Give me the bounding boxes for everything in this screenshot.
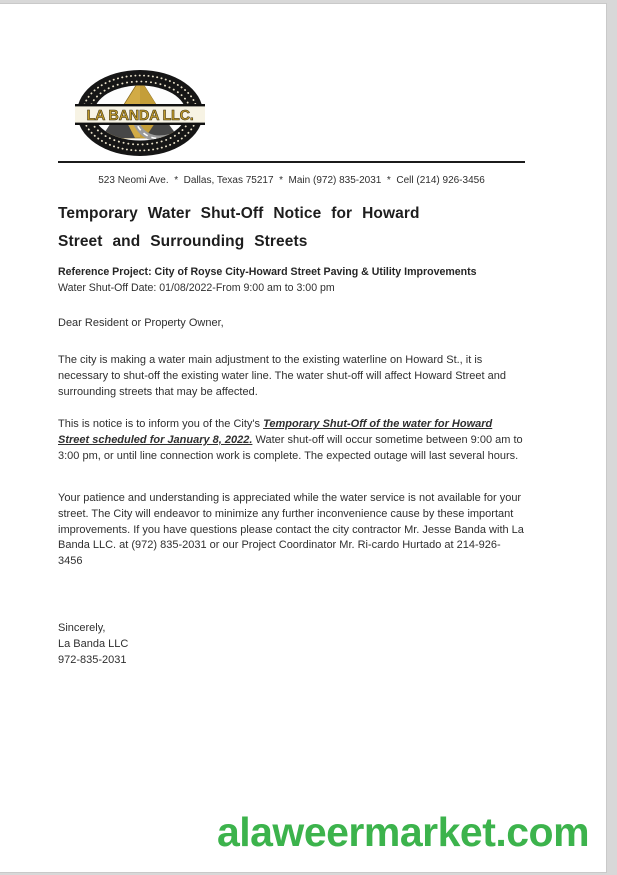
letter-title (58, 200, 525, 256)
paragraph-2-prefix: This is notice is to inform you of the City's (58, 418, 264, 430)
paragraph-3: Your patience and understanding is appreciated while the water service is not available for your street. The City will endeavor to minimize any further inconvenience cause by these important improvements. If you have questions please contact the city contractor Mr. Jesse Banda with La Banda LLC. at (972) 835-2031 or our Project Coordinator Mr. Ri-cardo Hurtado at 214-926-3456 (58, 492, 524, 568)
paragraph-2 (58, 417, 525, 464)
paragraph-1: The city is making a water main adjustment to the existing waterline on Howard St., it is necessary to shut-off the existing water line. The water shut-off will affect Howard Street and surrounding streets that may be affected. (58, 354, 506, 398)
letter-title-line2: Street and Surrounding Streets (58, 233, 308, 250)
reference-block (58, 264, 525, 296)
signature-phone: 972-835-2031 (58, 654, 127, 666)
paragraph-2-suffix: Water shut-off will occur sometime between 9:00 am to 3:00 pm, or until line connection work is complete. The expected outage will last several hours. (58, 433, 523, 462)
salutation: Dear Resident or Property Owner, (58, 317, 224, 329)
company-logo-graphic (75, 68, 205, 160)
contact-line: 523 Neomi Ave. * Dallas, Texas 75217 * Main (972) 835-2031 * Cell (214) 926-3456 (98, 175, 485, 186)
document-page (0, 4, 606, 872)
shutoff-date-line: Water Shut-Off Date: 01/08/2022-From 9:00 am to 3:00 pm (58, 282, 335, 294)
header-divider (58, 161, 525, 163)
company-logo (75, 68, 205, 160)
signature-name: La Banda LLC (58, 638, 129, 650)
watermark: alaweermarket.com (216, 809, 590, 855)
signature-block (58, 620, 358, 668)
logo-banner-text: LA BANDA LLC. (86, 108, 194, 124)
letter-title-line1: Temporary Water Shut-Off Notice for Howard (58, 205, 420, 222)
logo-banner-top-line (75, 104, 205, 106)
closing-line: Sincerely, (58, 622, 106, 634)
emphasized-shutoff-text: Temporary Shut-Off of the water for Howard Street scheduled for January 8, 2022. (58, 418, 493, 446)
reference-project-line: Reference Project: City of Royse City-Howard Street Paving & Utility Improvements (58, 266, 477, 278)
